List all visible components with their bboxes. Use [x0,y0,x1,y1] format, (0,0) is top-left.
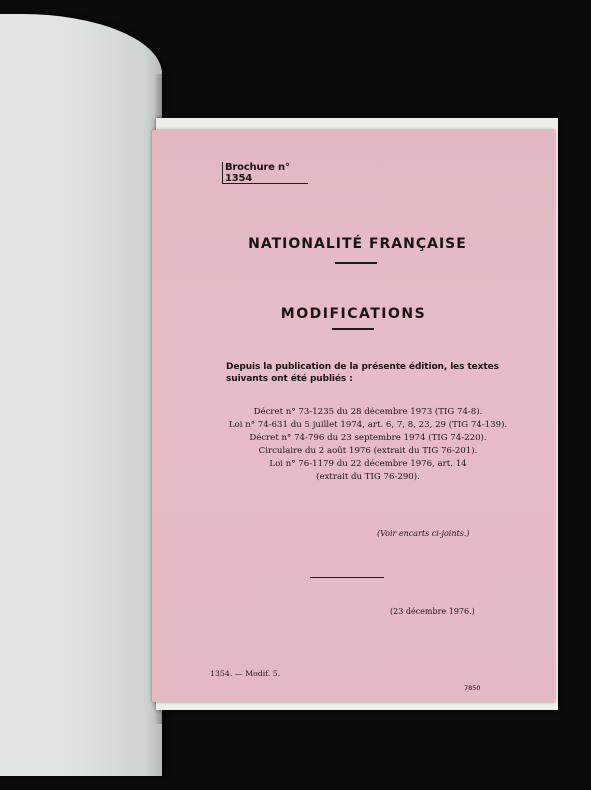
title-divider [335,262,377,264]
footer-reference: 1354. — Modif. 5. [210,669,281,678]
document-title: NATIONALITÉ FRANÇAISE [248,236,467,252]
document-subtitle: MODIFICATIONS [280,306,427,322]
reference-item: (extrait du TIG 76-290). [316,472,420,482]
reference-item: Décret n° 73-1235 du 28 décembre 1973 (TIG 74-8). [253,407,483,417]
reference-item: Loi n° 74-631 du 5 juillet 1974, art. 6, 7, 8, 23, 29 (TIG 74-139). [228,420,508,430]
reference-item: Décret n° 74-796 du 23 septembre 1974 (TIG 74-220). [249,433,487,443]
brochure-number-label: Brochure n° 1354 [222,162,308,184]
see-inserts-note: (Voir encarts ci-joints.) [377,529,470,538]
intro-line-2: suivants ont été publiés : [226,374,353,384]
intro-line-1: Depuis la publication de la présente édition, les textes [226,362,499,372]
section-divider [310,577,384,578]
subtitle-divider [332,328,374,330]
document-date: (23 décembre 1976.) [390,607,475,616]
reference-item: Loi n° 76-1179 du 22 décembre 1976, art. 14 [269,459,467,469]
intro-paragraph [226,361,516,385]
left-page [0,14,162,776]
references-list [218,406,518,484]
footer-code: 7850 [464,684,481,692]
brochure-page [152,130,555,702]
reference-item: Circulaire du 2 août 1976 (extrait du TIG 76-201). [258,446,478,456]
